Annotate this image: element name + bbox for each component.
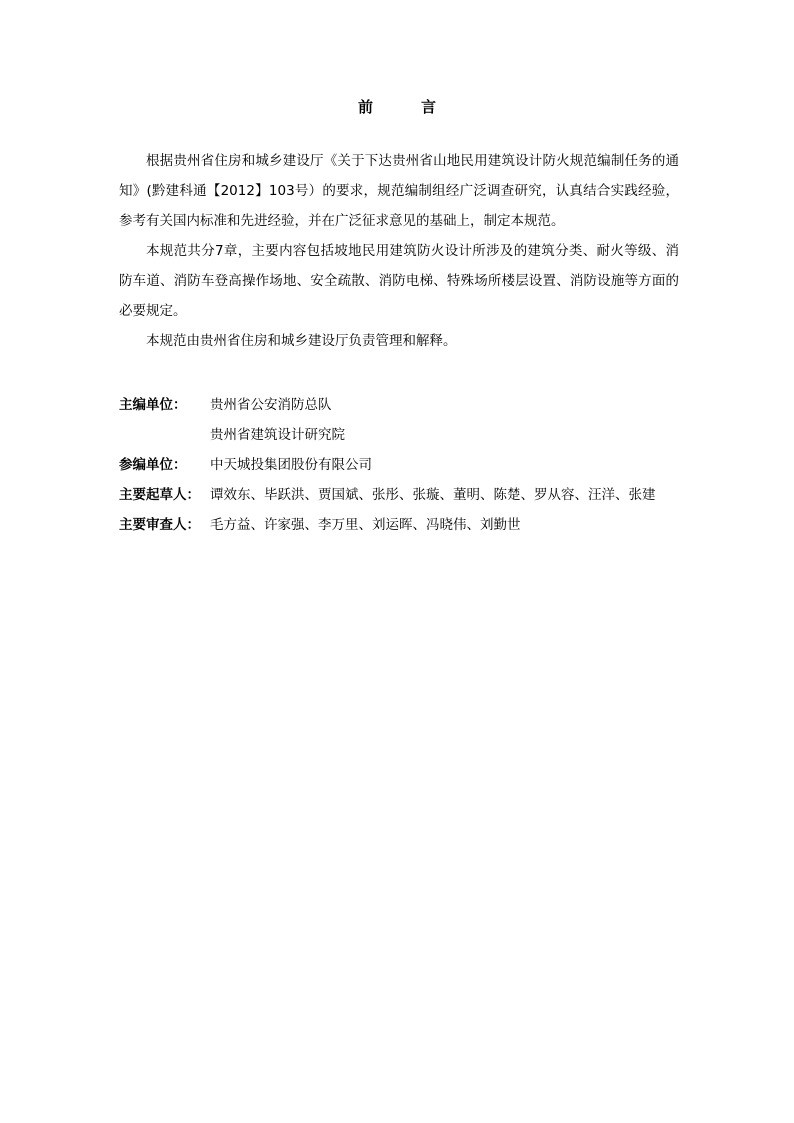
credit-row-chief-editor [119, 390, 689, 420]
preface-body [119, 146, 679, 356]
credit-label-spacer [119, 420, 210, 450]
participating-unit-1: 中天城投集团股份有限公司 [210, 457, 372, 473]
page-title-right: 言 [421, 98, 437, 116]
page-title-left: 前 [357, 98, 373, 116]
page-title [0, 96, 794, 117]
drafters-label: 主要起草人： [119, 487, 200, 503]
chief-editor-unit-2: 贵州省建筑设计研究院 [210, 427, 345, 443]
participating-label: 参编单位： [119, 457, 187, 473]
reviewers-label: 主要审查人： [119, 517, 200, 533]
chief-editor-label: 主编单位： [119, 397, 187, 413]
credit-row-participating [119, 450, 689, 480]
drafters-names: 谭效东、毕跃洪、贾国斌、张彤、张璇、董明、陈楚、罗从容、汪洋、张建 [210, 487, 656, 503]
credit-row-chief-editor-2 [119, 420, 689, 450]
preface-paragraph-2: 本规范共分7章，主要内容包括坡地民用建筑防火设计所涉及的建筑分类、耐火等级、消防车道、消防车登高操作场地、安全疏散、消防电梯、特殊场所楼层设置、消防设施等方面的必要规定。 [119, 243, 679, 319]
credits-block [119, 390, 689, 540]
preface-paragraph-3: 本规范由贵州省住房和城乡建设厅负责管理和解释。 [146, 333, 457, 349]
credit-row-reviewers [119, 510, 689, 540]
chief-editor-unit-1: 贵州省公安消防总队 [210, 397, 332, 413]
credit-row-drafters [119, 480, 689, 510]
reviewers-names: 毛方益、许家强、李万里、刘运晖、冯晓伟、刘勤世 [210, 517, 521, 533]
preface-paragraph-1: 根据贵州省住房和城乡建设厅《关于下达贵州省山地民用建筑设计防火规范编制任务的通知》(黔建科通【2012】103号）的要求，规范编制组经广泛调查研究，认真结合实践经验，参考有关国内标准和先进经验，并在广泛征求意见的基础上，制定本规范。 [119, 153, 679, 229]
